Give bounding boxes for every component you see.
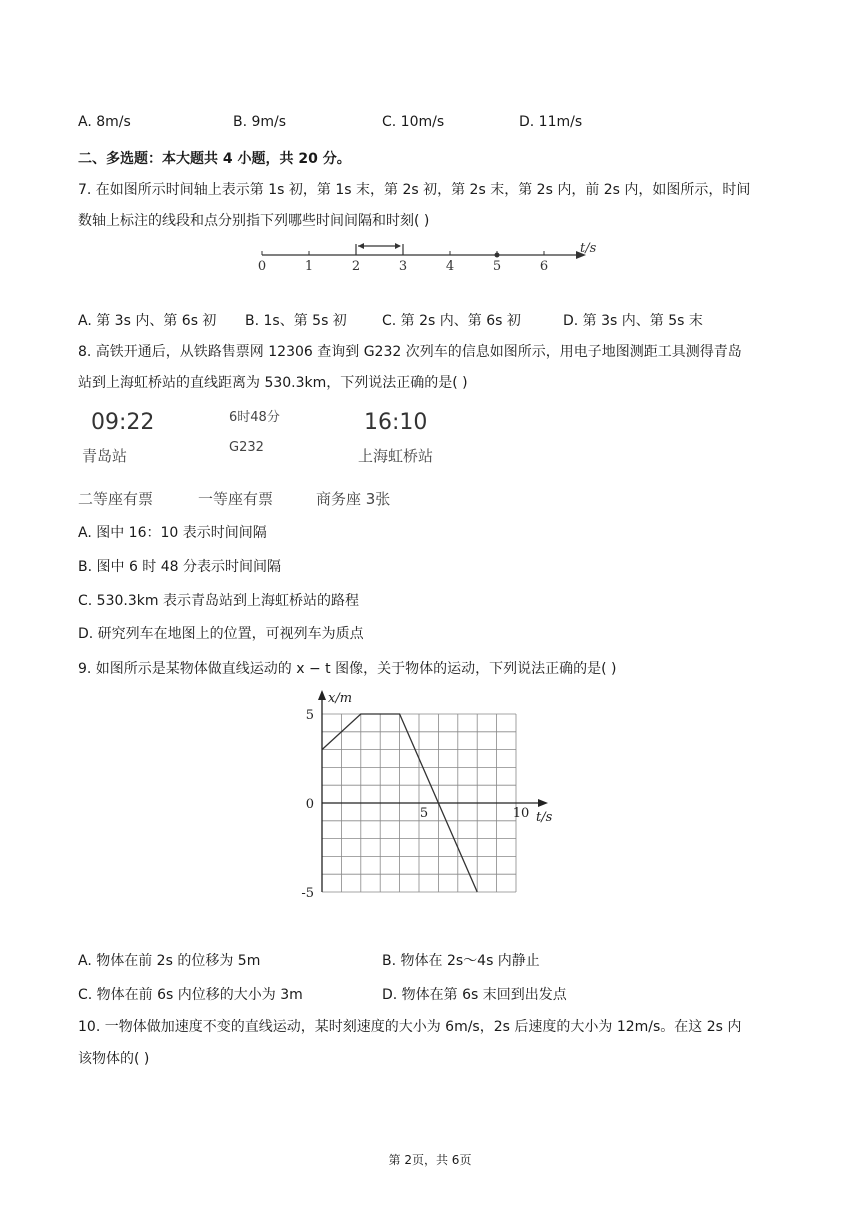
axis-tick-label: 2 [351, 259, 361, 274]
q9-option-b: B. 物体在 2s～4s 内静止 [382, 953, 540, 969]
travel-duration: 6时48分 [229, 410, 280, 425]
y-axis-label: x/m [328, 691, 353, 706]
page-footer: 第 2页，共 6页 [388, 1153, 472, 1167]
section-header: 二、多选题：本大题共 4 小题，共 20 分。 [78, 151, 351, 167]
q10-question-line2: 该物体的( ) [78, 1051, 150, 1067]
y-tick-label: 5 [305, 708, 314, 723]
seat-first-class: 一等座有票 [198, 490, 274, 508]
axis-tick-label: 5 [492, 259, 502, 274]
q8-option-d: D. 研究列车在地图上的位置，可视列车为质点 [78, 626, 364, 642]
arrive-station: 上海虹桥站 [358, 447, 434, 465]
axis-tick-label: 1 [304, 259, 314, 274]
q8-question-line2: 站到上海虹桥站的直线距离为 530.3km，下列说法正确的是( ) [78, 375, 468, 391]
axis-tick-label: 4 [445, 259, 455, 274]
q7-question-line1: 7. 在如图所示时间轴上表示第 1s 初，第 1s 末，第 2s 初，第 2s 末，第 2s 内，前 2s 内，如图所示，时间 [78, 182, 751, 198]
q7-axis-label: t/s [580, 241, 597, 256]
seat-second-class: 二等座有票 [78, 490, 154, 508]
q8-option-b: B. 图中 6 时 48 分表示时间间隔 [78, 559, 282, 575]
q8-question-line1: 8. 高铁开通后，从铁路售票网 12306 查询到 G232 次列车的信息如图所示，用电子地图测距工具测得青岛 [78, 344, 742, 360]
q9-option-c: C. 物体在前 6s 内位移的大小为 3m [78, 987, 303, 1003]
q7-time-axis [250, 236, 610, 280]
q6-option-b: B. 9m/s [233, 114, 287, 130]
x-axis-label: t/s [536, 810, 553, 825]
arrive-time: 16:10 [364, 410, 428, 435]
q6-option-a: A. 8m/s [78, 114, 131, 130]
q9-option-a: A. 物体在前 2s 的位移为 5m [78, 953, 261, 969]
axis-tick-label: 0 [257, 259, 267, 274]
q7-option-c: C. 第 2s 内、第 6s 初 [382, 313, 521, 329]
q6-option-d: D. 11m/s [519, 114, 583, 130]
x-axis-arrow [538, 799, 548, 807]
q7-option-a: A. 第 3s 内、第 6s 初 [78, 313, 217, 329]
point-marker [495, 253, 500, 258]
y-tick-label: 0 [305, 797, 314, 812]
seat-business-class: 商务座 3张 [316, 490, 391, 508]
axis-tick-label: 6 [539, 259, 549, 274]
train-number: G232 [229, 440, 264, 455]
y-tick-label: -5 [301, 886, 314, 901]
q7-option-d: D. 第 3s 内、第 5s 末 [563, 313, 703, 329]
q9-question: 9. 如图所示是某物体做直线运动的 x − t 图像，关于物体的运动，下列说法正确的是( ) [78, 661, 617, 677]
q8-option-c: C. 530.3km 表示青岛站到上海虹桥站的路程 [78, 593, 359, 609]
q10-question-line1: 10. 一物体做加速度不变的直线运动，某时刻速度的大小为 6m/s，2s 后速度的大小为 12m/s。在这 2s 内 [78, 1019, 742, 1035]
q7-question-line2: 数轴上标注的线段和点分别指下列哪些时间间隔和时刻( ) [78, 213, 430, 229]
y-axis-arrow [318, 690, 326, 700]
axis-tick-label: 3 [398, 259, 408, 274]
depart-time: 09:22 [91, 410, 155, 435]
depart-station: 青岛站 [82, 447, 128, 465]
q9-option-d: D. 物体在第 6s 末回到出发点 [382, 987, 567, 1003]
xt-graph [290, 676, 580, 916]
q7-option-b: B. 1s、第 5s 初 [245, 313, 347, 329]
x-tick-label: 10 [512, 806, 530, 821]
q6-option-c: C. 10m/s [382, 114, 445, 130]
x-tick-label: 5 [419, 806, 429, 821]
q8-option-a: A. 图中 16：10 表示时间间隔 [78, 525, 267, 541]
